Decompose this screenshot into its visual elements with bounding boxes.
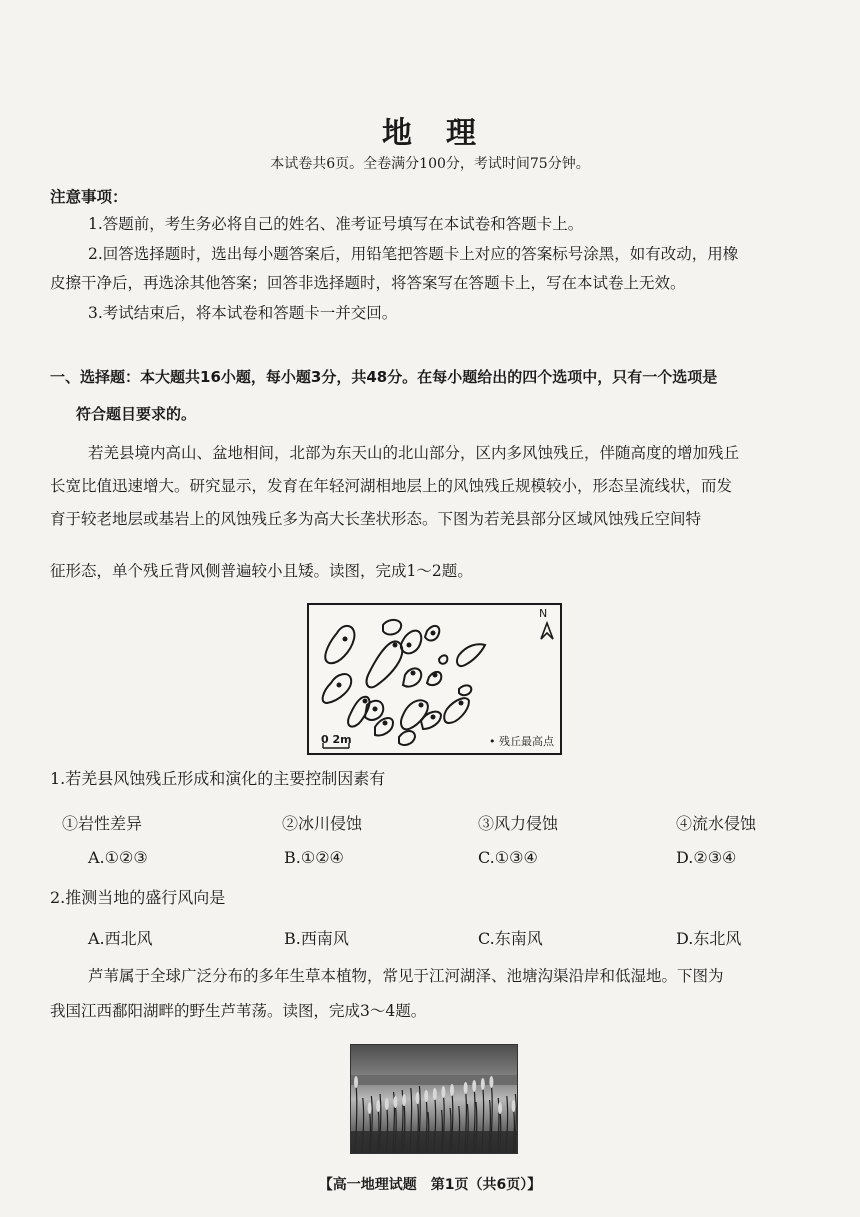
north-arrow-icon bbox=[541, 623, 553, 639]
yardang-shape bbox=[399, 731, 415, 745]
passage1-line: 若羌县境内高山、盆地相间，北部为东天山的北山部分，区内多风蚀残丘，伴随高度的增加残丘 bbox=[88, 444, 740, 462]
q1-option-c[interactable]: C.①③④ bbox=[478, 848, 538, 867]
map-legend: • 残丘最高点 bbox=[489, 735, 554, 748]
highest-point-dot bbox=[337, 683, 342, 688]
highest-point-dot bbox=[431, 631, 436, 636]
page-footer: 【高一地理试题 第1页（共6页）】 bbox=[318, 1177, 542, 1193]
north-label: N bbox=[539, 607, 548, 620]
yardang-shape bbox=[444, 698, 469, 723]
yardang-shape bbox=[367, 641, 403, 687]
highest-point-dot bbox=[363, 699, 368, 704]
q1-factor: ②冰川侵蚀 bbox=[282, 814, 363, 833]
reed-marsh-photo bbox=[350, 1044, 518, 1154]
yardang-shape bbox=[459, 685, 471, 695]
notice-item-1: 1.答题前，考生务必将自己的姓名、准考证号填写在本试卷和答题卡上。 bbox=[88, 215, 584, 233]
reed-plume bbox=[354, 1076, 358, 1088]
reed-plume bbox=[416, 1092, 420, 1104]
reed-plume bbox=[424, 1090, 428, 1102]
q1-option-b[interactable]: B.①②④ bbox=[284, 848, 344, 867]
exam-info: 本试卷共6页。全卷满分100分，考试时间75分钟。 bbox=[270, 156, 590, 172]
page-title: 地 理 bbox=[382, 116, 478, 151]
highest-point-dot bbox=[393, 643, 398, 648]
highest-point-dot bbox=[407, 643, 412, 648]
q2-option-d[interactable]: D.东北风 bbox=[676, 929, 742, 948]
q1-factor: ①岩性差异 bbox=[62, 814, 143, 833]
reed-plume bbox=[385, 1098, 389, 1110]
passage2-line: 我国江西鄱阳湖畔的野生芦苇荡。读图，完成3～4题。 bbox=[50, 1002, 427, 1020]
yardang-shape bbox=[401, 631, 421, 654]
yardang-shape bbox=[457, 644, 485, 666]
reed-plume bbox=[368, 1102, 372, 1114]
yardang-shape bbox=[375, 718, 393, 735]
reed-plume bbox=[512, 1100, 516, 1112]
yardang-shape bbox=[401, 700, 428, 729]
reed-plume bbox=[498, 1102, 502, 1114]
passage2-line: 芦苇属于全球广泛分布的多年生草本植物，常见于江河湖泽、池塘沟渠沿岸和低湿地。下图为 bbox=[88, 967, 724, 985]
passage1-line: 长宽比值迅速增大。研究显示，发育在年轻河湖相地层上的风蚀残丘规模较小，形态呈流线状，而发 bbox=[50, 477, 733, 495]
highest-point-dot bbox=[431, 715, 436, 720]
reed-plume bbox=[450, 1084, 454, 1096]
reed-plume bbox=[433, 1088, 437, 1100]
reed-plume bbox=[441, 1086, 445, 1098]
q1-option-d[interactable]: D.②③④ bbox=[676, 848, 737, 867]
highest-point-dot bbox=[459, 701, 464, 706]
reed-plume bbox=[481, 1078, 485, 1090]
section-heading-cont: 符合题目要求的。 bbox=[76, 405, 197, 423]
q2-option-a[interactable]: A.西北风 bbox=[88, 929, 153, 948]
notice-item-2-cont: 皮擦干净后，再选涂其他答案；回答非选择题时，将答案写在答题卡上，写在本试卷上无效。 bbox=[50, 274, 686, 292]
highest-point-dot bbox=[411, 671, 416, 676]
notice-item-3: 3.考试结束后，将本试卷和答题卡一并交回。 bbox=[88, 304, 398, 322]
notice-heading: 注意事项： bbox=[50, 188, 128, 206]
reed-plume bbox=[402, 1094, 406, 1106]
yardang-shape bbox=[439, 655, 447, 663]
highest-point-dot bbox=[383, 721, 388, 726]
q1-factor: ③风力侵蚀 bbox=[478, 814, 559, 833]
q1-option-a[interactable]: A.①②③ bbox=[88, 848, 148, 867]
notice-item-2: 2.回答选择题时，选出每小题答案后，用铅笔把答题卡上对应的答案标号涂黑，如有改动，用橡 bbox=[88, 245, 739, 263]
scale-label: 0 2m bbox=[321, 733, 352, 746]
reed-plume bbox=[489, 1076, 493, 1088]
q2-option-b[interactable]: B.西南风 bbox=[284, 929, 349, 948]
reed-plume bbox=[472, 1080, 476, 1092]
passage1-line: 征形态，单个残丘背风侧普遍较小且矮。读图，完成1～2题。 bbox=[50, 562, 473, 580]
passage1-line: 育于较老地层或基岩上的风蚀残丘多为高大长垄状形态。下图为若羌县部分区域风蚀残丘空间特 bbox=[50, 510, 702, 528]
yardang-shape bbox=[421, 712, 441, 729]
highest-point-dot bbox=[433, 673, 438, 678]
reed-plume bbox=[376, 1100, 380, 1112]
section-heading: 一、选择题：本大题共16小题，每小题3分，共48分。在每小题给出的四个选项中，只有一个选项是 bbox=[50, 368, 718, 386]
yardang-shape bbox=[325, 626, 354, 663]
question-2-stem: 2.推测当地的盛行风向是 bbox=[50, 888, 226, 907]
highest-point-dot bbox=[373, 707, 378, 712]
highest-point-dot bbox=[419, 703, 424, 708]
q2-option-c[interactable]: C.东南风 bbox=[478, 929, 543, 948]
reed-plume bbox=[464, 1082, 468, 1094]
yardang-shape bbox=[323, 674, 352, 703]
yardang-map bbox=[307, 603, 562, 755]
yardang-shape bbox=[383, 620, 401, 635]
question-1-stem: 1.若羌县风蚀残丘形成和演化的主要控制因素有 bbox=[50, 769, 386, 788]
reed-plume bbox=[393, 1096, 397, 1108]
q1-factor: ④流水侵蚀 bbox=[676, 814, 757, 833]
highest-point-dot bbox=[343, 637, 348, 642]
